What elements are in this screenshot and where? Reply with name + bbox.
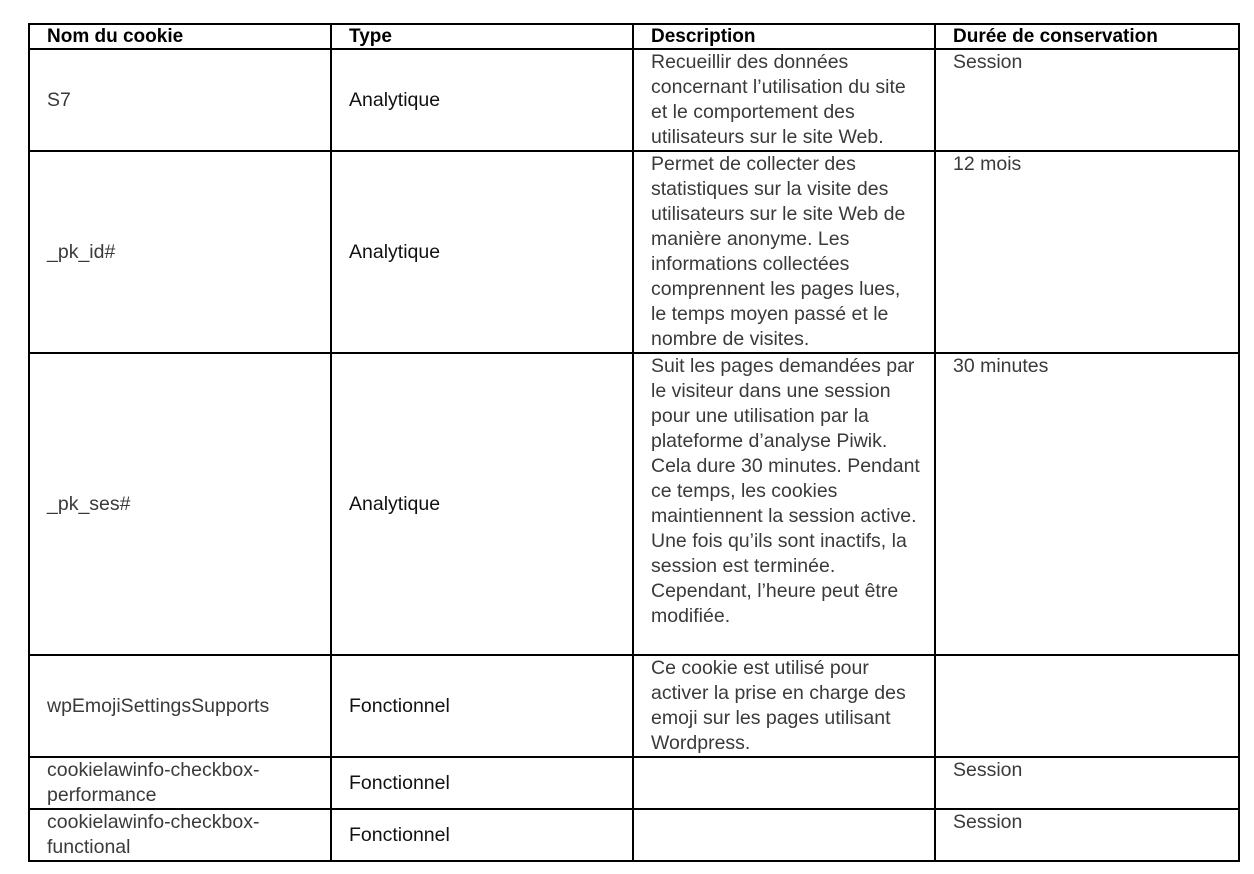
table-row xyxy=(29,353,1239,655)
header-type: Type xyxy=(331,24,633,49)
cookie-type: Analytique xyxy=(331,151,633,353)
cookie-name: S7 xyxy=(29,49,331,151)
cookie-type: Fonctionnel xyxy=(331,757,633,809)
table-row xyxy=(29,151,1239,353)
table-header-row xyxy=(29,24,1239,49)
cookie-duration xyxy=(935,655,1239,757)
cookie-table xyxy=(28,23,1240,862)
cookie-description: Permet de collecter des statistiques sur la visite des utilisateurs sur le site Web de manière anonyme. Les informations collectées comprennent les pages lues, le temps moyen passé et le nombre de visites. xyxy=(633,151,935,353)
header-duration: Durée de conservation xyxy=(935,24,1239,49)
cookie-description xyxy=(633,757,935,809)
cookie-type: Fonctionnel xyxy=(331,809,633,861)
cookie-type: Analytique xyxy=(331,49,633,151)
cookie-duration: 12 mois xyxy=(935,151,1239,353)
table-row xyxy=(29,809,1239,861)
cookie-name: _pk_ses# xyxy=(29,353,331,655)
table-row xyxy=(29,655,1239,757)
header-cookie-name: Nom du cookie xyxy=(29,24,331,49)
header-description: Description xyxy=(633,24,935,49)
cookie-description xyxy=(633,809,935,861)
cookie-description: Recueillir des données concernant l’utilisation du site et le comportement des utilisateurs sur le site Web. xyxy=(633,49,935,151)
cookie-duration: Session xyxy=(935,49,1239,151)
cookie-type: Analytique xyxy=(331,353,633,655)
cookie-duration: Session xyxy=(935,757,1239,809)
cookie-duration: Session xyxy=(935,809,1239,861)
cookie-description: Ce cookie est utilisé pour activer la prise en charge des emoji sur les pages utilisant Wordpress. xyxy=(633,655,935,757)
cookie-name: wpEmojiSettingsSupports xyxy=(29,655,331,757)
cookie-description: Suit les pages demandées par le visiteur dans une session pour une utilisation par la plateforme d’analyse Piwik. Cela dure 30 minutes. Pendant ce temps, les cookies maintiennent la session active. Une fois qu’ils sont inactifs, la session est terminée. Cependant, l’heure peut être modifiée. xyxy=(633,353,935,655)
table-row xyxy=(29,49,1239,151)
cookie-name: cookielawinfo-checkbox-functional xyxy=(29,809,331,861)
cookie-duration: 30 minutes xyxy=(935,353,1239,655)
cookie-name: cookielawinfo-checkbox-performance xyxy=(29,757,331,809)
table-row xyxy=(29,757,1239,809)
cookie-type: Fonctionnel xyxy=(331,655,633,757)
cookie-name: _pk_id# xyxy=(29,151,331,353)
